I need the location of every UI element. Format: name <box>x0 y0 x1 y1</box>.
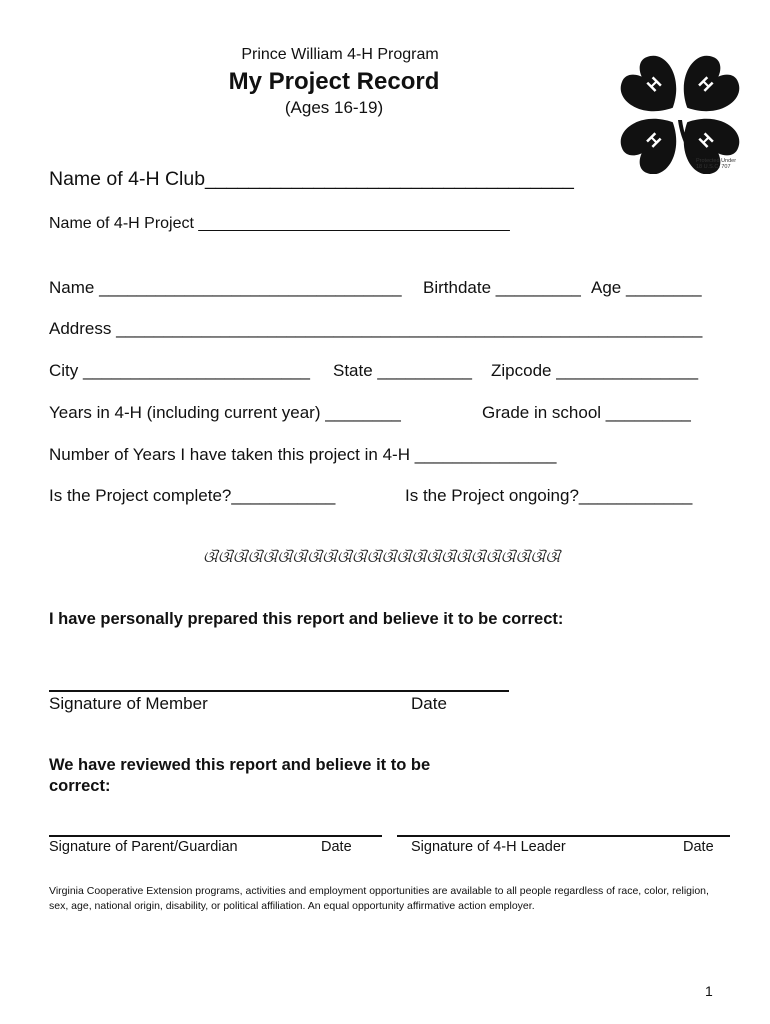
state-field[interactable]: State __________ <box>333 361 472 380</box>
parent-signature-label: Signature of Parent/Guardian <box>49 839 238 855</box>
leader-date-label: Date <box>683 839 714 855</box>
club-name-field[interactable]: Name of 4-H Club__________________________________ <box>49 168 574 190</box>
parent-signature-line[interactable] <box>49 835 382 837</box>
birthdate-field[interactable]: Birthdate _________ <box>423 278 581 297</box>
grade-field[interactable]: Grade in school _________ <box>482 403 691 422</box>
logo-caption: Protected Under 18 U.S.C. 707 <box>696 158 737 170</box>
svg-text:H: H <box>643 73 666 96</box>
svg-text:H: H <box>694 73 717 96</box>
member-statement: I have personally prepared this report and believe it to be correct: <box>49 610 564 628</box>
leader-signature-line[interactable] <box>397 835 730 837</box>
equal-opportunity-disclaimer: Virginia Cooperative Extension programs, activities and employment opportunities are available to all people regardless of race, color, religion, sex, age, national origin, disability, or political affiliation. An equal opportunity affirmative action employer. <box>49 885 709 912</box>
age-range: (Ages 16-19) <box>284 98 384 117</box>
member-date-label: Date <box>411 694 447 713</box>
age-field[interactable]: Age ________ <box>591 278 702 297</box>
zipcode-field[interactable]: Zipcode _______________ <box>491 361 699 380</box>
4h-clover-logo <box>620 44 740 174</box>
project-name-field[interactable]: Name of 4-H Project ___________________________________ <box>49 215 510 232</box>
leader-signature-label: Signature of 4-H Leader <box>411 839 566 855</box>
city-field[interactable]: City ________________________ <box>49 361 310 380</box>
program-name: Prince William 4-H Program <box>241 46 439 63</box>
svg-text:H: H <box>642 129 665 152</box>
address-field[interactable]: Address ______________________________________________________________ <box>49 319 703 338</box>
project-complete-field[interactable]: Is the Project complete?___________ <box>49 486 336 505</box>
4h-clover-icon <box>620 44 740 174</box>
page-number: 1 <box>705 983 713 999</box>
years-project-field[interactable]: Number of Years I have taken this project in 4-H _______________ <box>49 445 557 464</box>
review-statement-line1: We have reviewed this report and believe it to be <box>49 756 431 774</box>
member-signature-label: Signature of Member <box>49 694 208 713</box>
years-in-4h-field[interactable]: Years in 4-H (including current year) ________ <box>49 403 401 422</box>
ornamental-divider: ଔଔଔଔଔଔଔଔଔଔଔଔଔଔଔଔଔଔଔଔଔଔଔଔ <box>203 549 561 566</box>
project-ongoing-field[interactable]: Is the Project ongoing?____________ <box>405 486 693 505</box>
svg-text:H: H <box>695 129 718 152</box>
review-statement-line2: correct: <box>49 777 111 795</box>
page-title: My Project Record <box>228 68 440 95</box>
parent-date-label: Date <box>321 839 352 855</box>
member-signature-line[interactable] <box>49 690 509 692</box>
member-name-field[interactable]: Name ________________________________ <box>49 278 402 297</box>
